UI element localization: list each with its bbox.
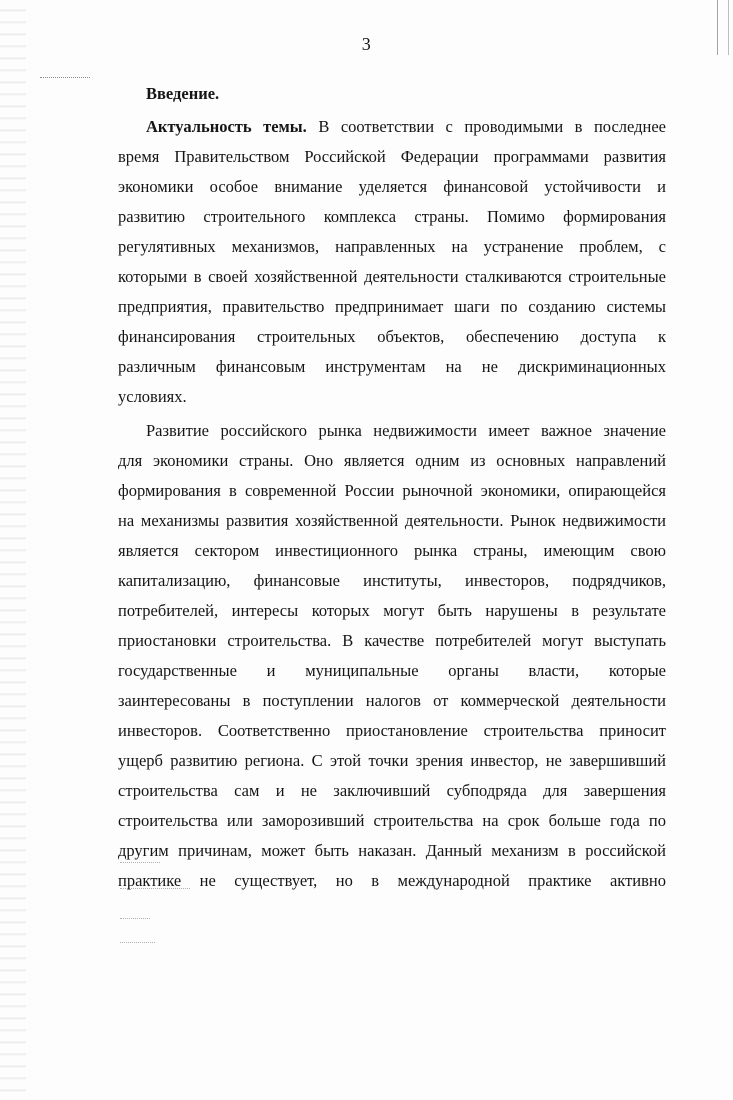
bold-lead: Актуальность темы. [146, 117, 307, 136]
paragraph-relevance [118, 112, 666, 412]
paragraph-line: другим причинам, может быть наказан. Данный механизм в российской [118, 841, 666, 860]
paragraph-line: для экономики страны. Оно является одним из основных направлений [118, 451, 666, 470]
paragraph-line: капитализацию, финансовые институты, инвесторов, подрядчиков, [118, 571, 666, 590]
paragraph-line: практике не существует, но в международной практике активно [118, 871, 666, 890]
paragraph-line: строительства или заморозивший строительства на срок больше года по [118, 811, 666, 830]
paragraph-line [146, 112, 666, 142]
paragraph-line: государственные и муниципальные органы власти, которые [118, 661, 666, 680]
paragraph-line: различным финансовым инструментам на не дискриминационных [118, 357, 666, 376]
paragraph-line: потребителей, интересы которых могут быть нарушены в результате [118, 601, 666, 620]
paragraph-line: формирования в современной России рыночной экономики, опирающейся [118, 481, 666, 500]
paragraph-line: экономики особое внимание уделяется финансовой устойчивости и [118, 177, 666, 196]
scan-noise [120, 942, 155, 943]
paragraph-line: на механизмы развития хозяйственной деятельности. Рынок недвижимости [118, 511, 666, 530]
paragraph-line: финансирования строительных объектов, обеспечению доступа к [118, 327, 666, 346]
scan-noise [120, 888, 190, 889]
paragraph-line: Развитие российского рынка недвижимости имеет важное значение [146, 421, 666, 440]
line-text: В соответствии с проводимыми в последнее [306, 117, 666, 136]
scan-mark [40, 77, 90, 78]
paragraph-line: строительства сам и не заключивший субподряда для завершения [118, 781, 666, 800]
page-number: 3 [361, 34, 372, 54]
paragraph-line: приостановки строительства. В качестве потребителей могут выступать [118, 631, 666, 650]
paragraph-line: заинтересованы в поступлении налогов от коммерческой деятельности [118, 691, 666, 710]
paragraph-line: время Правительством Российской Федерации программами развития [118, 147, 666, 166]
paragraph-line: ущерб развитию региона. С этой точки зрения инвестор, не завершивший [118, 751, 666, 770]
paragraph-line: является сектором инвестиционного рынка страны, имеющим свою [118, 541, 666, 560]
paragraph-line: регулятивных механизмов, направленных на устранение проблем, с [118, 237, 666, 256]
paragraph-line: которыми в своей хозяйственной деятельности сталкиваются строительные [118, 267, 666, 286]
paragraph-line: условиях. [118, 387, 187, 406]
paragraph-line: инвесторов. Соответственно приостановление строительства приносит [118, 721, 666, 740]
paragraph-line: развитию строительного комплекса страны. Помимо формирования [118, 207, 666, 226]
paragraph-line: предприятия, правительство предпринимает шаги по созданию системы [118, 297, 666, 316]
scan-noise [120, 862, 160, 863]
paragraph-real-estate [118, 416, 666, 896]
scan-noise [120, 918, 150, 919]
body-text [118, 84, 666, 896]
scan-edge-left [0, 0, 26, 1100]
section-heading: Введение. [146, 84, 220, 103]
